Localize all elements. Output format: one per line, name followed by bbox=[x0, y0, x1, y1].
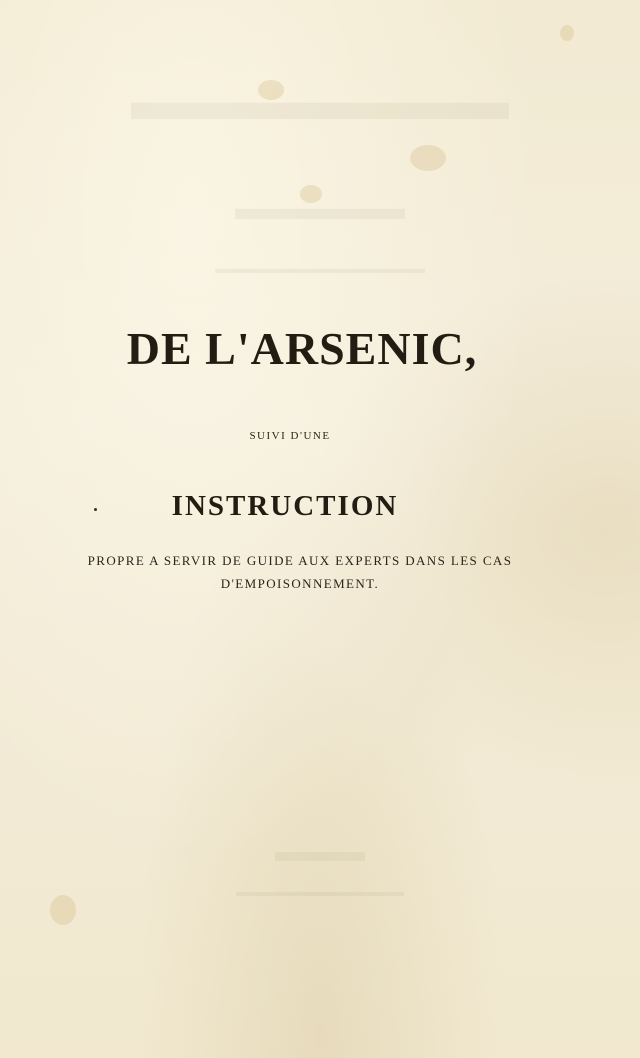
ink-dot bbox=[94, 508, 97, 511]
subtitle-suivi: SUIVI D'UNE bbox=[249, 430, 331, 442]
bleed-through-texture: ▬▬▬▬▬▬▬▬▬▬▬▬▬▬▬ bbox=[215, 262, 425, 277]
bleed-through-texture: ▬▬▬▬▬▬▬ bbox=[131, 71, 509, 131]
foxing-stain bbox=[50, 895, 76, 925]
bleed-through-texture: ▬▬▬ bbox=[275, 835, 365, 868]
foxing-stain bbox=[300, 185, 322, 203]
foxing-stain bbox=[258, 80, 284, 100]
bleed-through-texture: ▬▬▬▬▬ bbox=[235, 190, 405, 227]
description-line-2: D'EMPOISONNEMENT. bbox=[220, 576, 380, 591]
book-title: DE L'ARSENIC, bbox=[126, 323, 478, 374]
bleed-through-texture: ▬▬▬▬▬▬▬▬▬▬▬▬ bbox=[236, 885, 404, 900]
foxing-stain bbox=[410, 145, 446, 171]
subtitle-instruction: INSTRUCTION bbox=[171, 490, 399, 522]
description-block bbox=[40, 549, 560, 595]
foxing-stain bbox=[560, 25, 574, 41]
description-line-1: PROPRE A SERVIR DE GUIDE AUX EXPERTS DANS LES CAS bbox=[87, 553, 513, 568]
